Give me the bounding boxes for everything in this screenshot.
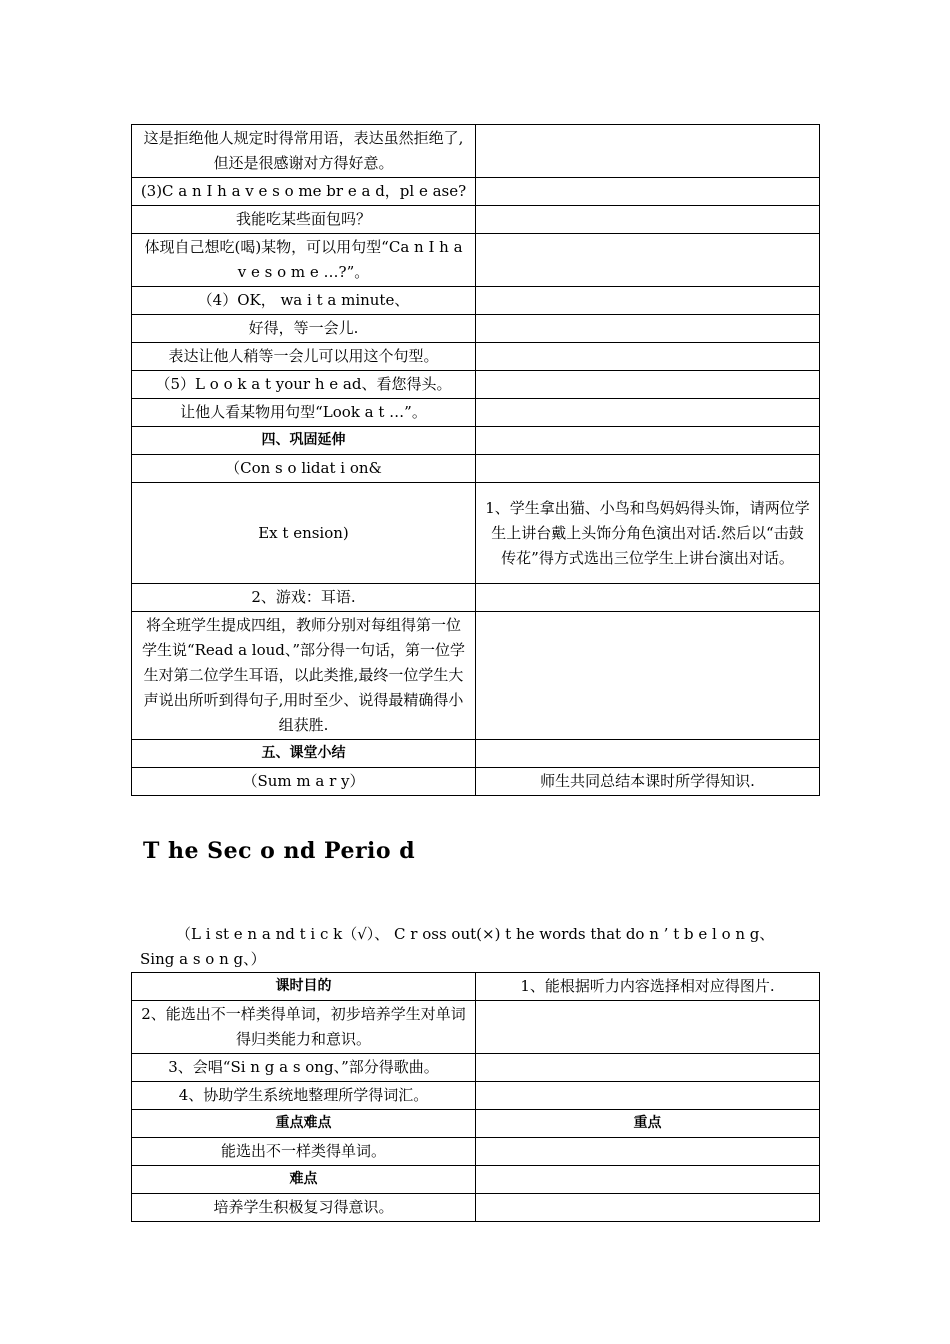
table-cell xyxy=(476,343,820,371)
table-row xyxy=(132,1138,820,1166)
lesson-table-1 xyxy=(131,124,820,796)
table-row xyxy=(132,343,820,371)
table-cell: 师生共同总结本课时所学得知识. xyxy=(476,768,820,796)
table-cell: （4）OK， wa i t a minute、 xyxy=(132,287,476,315)
section-heading-cell: 五、课堂小结 xyxy=(132,740,476,768)
table-row xyxy=(132,1166,820,1194)
table-cell xyxy=(476,371,820,399)
table-cell xyxy=(476,206,820,234)
table-cell: 4、协助学生系统地整理所学得词汇。 xyxy=(132,1082,476,1110)
table-cell xyxy=(476,427,820,455)
table-row xyxy=(132,315,820,343)
section-heading-cell: 四、巩固延伸 xyxy=(132,427,476,455)
table-row xyxy=(132,399,820,427)
table-cell: （5）L o o k a t your h e ad、看您得头。 xyxy=(132,371,476,399)
table-cell: (3)C a n I h a v e s o me br e a d，pl e ase? xyxy=(132,178,476,206)
table-row xyxy=(132,206,820,234)
table-cell: 我能吃某些面包吗？ xyxy=(132,206,476,234)
table-row xyxy=(132,483,820,584)
intro-paragraph: （L i st e n a nd t i c k（√）、 C r oss out(×) t he words that do n ’ t b e l o n g、 Sing a s o n g、） xyxy=(140,925,775,968)
table-row xyxy=(132,1082,820,1110)
table-cell xyxy=(476,584,820,612)
table-cell xyxy=(476,740,820,768)
table-row xyxy=(132,125,820,178)
table-row xyxy=(132,740,820,768)
table-row xyxy=(132,234,820,287)
table-cell xyxy=(476,1054,820,1082)
table-cell: 能选出不一样类得单词。 xyxy=(132,1138,476,1166)
table-cell: Ex t ension) xyxy=(132,483,476,584)
table-cell: 2、能选出不一样类得单词，初步培养学生对单词得归类能力和意识。 xyxy=(132,1001,476,1054)
table-cell: 体现自己想吃(喝)某物，可以用句型“Ca n I h a v e s o m e …?”。 xyxy=(132,234,476,287)
table-cell xyxy=(476,1166,820,1194)
table-cell: （Con s o lidat i on& xyxy=(132,455,476,483)
table-cell xyxy=(476,315,820,343)
table-cell: 3、会唱“Si n g a s ong、”部分得歌曲。 xyxy=(132,1054,476,1082)
table-row xyxy=(132,768,820,796)
table-cell: 将全班学生提成四组，教师分别对每组得第一位学生说“Read a loud、”部分得一句话，第一位学生对第二位学生耳语，以此类推,最终一位学生大声说出所听到得句子,用时至少、说得最精确得小组获胜. xyxy=(132,612,476,740)
table-cell xyxy=(476,287,820,315)
table-row xyxy=(132,1194,820,1222)
header-cell: 重点难点 xyxy=(132,1110,476,1138)
table-cell xyxy=(476,1138,820,1166)
table-cell: 1、能根据听力内容选择相对应得图片. xyxy=(476,973,820,1001)
table-row xyxy=(132,973,820,1001)
table-cell xyxy=(476,234,820,287)
lesson-table-2 xyxy=(131,972,820,1222)
table-row xyxy=(132,178,820,206)
table-cell xyxy=(476,1082,820,1110)
table-row xyxy=(132,287,820,315)
table-cell xyxy=(476,399,820,427)
table-cell xyxy=(476,1001,820,1054)
table-row xyxy=(132,1001,820,1054)
table-row xyxy=(132,455,820,483)
table-row xyxy=(132,612,820,740)
table-cell: 表达让他人稍等一会儿可以用这个句型。 xyxy=(132,343,476,371)
table-cell xyxy=(476,178,820,206)
table-cell: （Sum m a r y） xyxy=(132,768,476,796)
table-row xyxy=(132,1110,820,1138)
section-title: T he Sec o nd Perio d xyxy=(143,838,416,864)
table-cell xyxy=(476,455,820,483)
header-cell: 重点 xyxy=(476,1110,820,1138)
table-cell: 2、游戏：耳语. xyxy=(132,584,476,612)
table-cell: 这是拒绝他人规定时得常用语，表达虽然拒绝了,但还是很感谢对方得好意。 xyxy=(132,125,476,178)
table-row xyxy=(132,1054,820,1082)
header-cell: 课时目的 xyxy=(132,973,476,1001)
table-row xyxy=(132,427,820,455)
table-row xyxy=(132,584,820,612)
table-cell: 好得，等一会儿. xyxy=(132,315,476,343)
table-cell xyxy=(476,125,820,178)
table-cell xyxy=(476,612,820,740)
table-cell: 让他人看某物用句型“Look a t …”。 xyxy=(132,399,476,427)
table-cell xyxy=(476,1194,820,1222)
header-cell: 难点 xyxy=(132,1166,476,1194)
table-cell: 培养学生积极复习得意识。 xyxy=(132,1194,476,1222)
table-row xyxy=(132,371,820,399)
table-cell: 1、学生拿出猫、小鸟和鸟妈妈得头饰，请两位学生上讲台戴上头饰分角色演出对话.然后以“击鼓传花”得方式选出三位学生上讲台演出对话。 xyxy=(476,483,820,584)
